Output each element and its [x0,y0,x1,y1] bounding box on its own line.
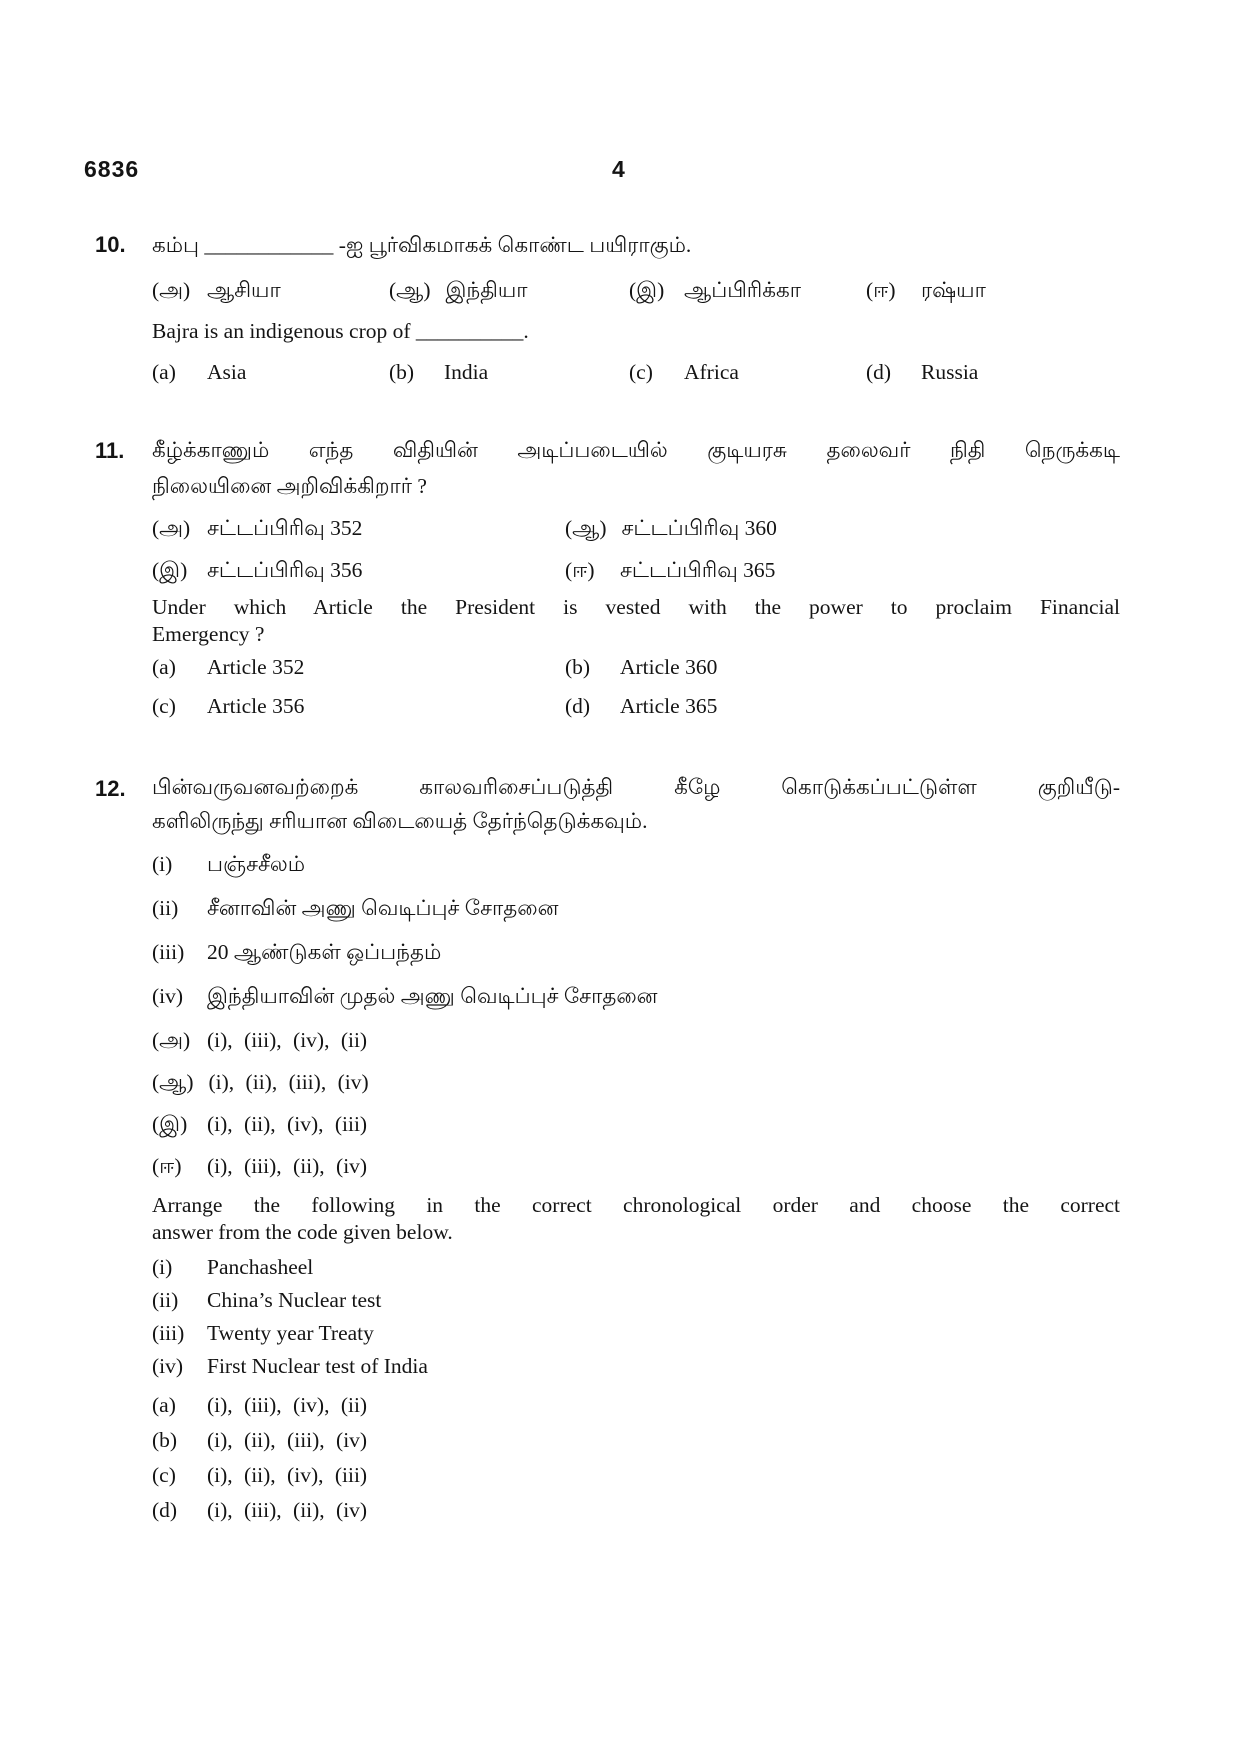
list-item-iv-text: First Nuclear test of India [207,1354,428,1378]
option-c-english [152,1462,1120,1489]
option-d-tamil-text: ரஷ்யா [921,278,986,302]
question-11-tamil-text-line1: கீழ்க்காணும் எந்த விதியின் அடிப்படையில் குடியரசு தலைவர் நிதி நெருக்கடி [152,438,1120,462]
question-10-english-text: Bajra is an indigenous crop of __________. [152,319,529,343]
option-b-english [565,654,1120,681]
option-b-english [389,359,629,386]
option-b-english-text: Article 360 [620,655,718,679]
option-c-tamil [629,272,866,308]
option-a-english-label: (a) [152,655,176,679]
option-d-tamil-label: (ஈ) [866,278,896,302]
list-item-iv-label: (iv) [152,984,184,1008]
question-10-tamil-options [152,272,1120,308]
option-d-tamil [152,1148,1120,1184]
list-item-iii-label: (iii) [152,1321,185,1345]
option-b-tamil-label: (ஆ) [565,516,607,540]
option-c-english-text: Africa [684,360,739,384]
list-item-iii-english [152,1320,1120,1347]
option-a-english [152,359,389,386]
option-d-tamil-text: (i), (iii), (ii), (iv) [207,1154,368,1178]
option-d-tamil [565,552,1120,588]
option-c-tamil [152,1106,1120,1142]
list-item-i-text: பஞ்சசீலம் [207,852,306,876]
option-b-english-text: India [444,360,489,384]
list-item-iii-text: Twenty year Treaty [207,1321,374,1345]
option-a-tamil-label: (அ) [152,278,191,302]
question-12-tamil-items [152,846,1120,1014]
option-b-tamil [152,1064,1120,1100]
option-b-tamil-text: (i), (ii), (iii), (iv) [208,1070,369,1094]
list-item-iv-text: இந்தியாவின் முதல் அணு வெடிப்புச் சோதனை [207,984,658,1008]
option-a-tamil-label: (அ) [152,516,191,540]
list-item-i-english [152,1254,1120,1281]
option-b-tamil [389,272,629,308]
option-d-english [565,693,1120,720]
question-11 [95,432,1120,720]
option-a-tamil [152,1022,1120,1058]
list-item-i-label: (i) [152,1255,173,1279]
option-d-tamil-text: சட்டப்பிரிவு 365 [620,558,776,582]
option-b-tamil-text: இந்தியா [445,278,528,302]
option-d-english-label: (d) [866,360,892,384]
option-d-english-text: Article 365 [620,694,718,718]
question-10-english-options [152,359,1120,386]
list-item-ii-english [152,1287,1120,1314]
option-d-english-label: (d) [565,694,591,718]
list-item-i-label: (i) [152,852,173,876]
page-number: 4 [612,156,625,182]
option-c-english-label: (c) [152,694,176,718]
question-10-tamil-text: கம்பு ____________ -ஐ பூர்விகமாகக் கொண்ட பயிராகும். [152,233,692,257]
option-a-tamil [152,510,565,546]
question-11-tamil-options [152,510,1120,588]
list-item-ii-text: China’s Nuclear test [207,1288,382,1312]
question-11-tamil-text-line2: நிலையினை அறிவிக்கிறார் ? [152,474,427,498]
question-12-english-text-line2: answer from the code given below. [152,1220,453,1244]
option-c-english-label: (c) [152,1463,176,1487]
list-item-i-tamil [152,846,1120,882]
option-a-english [152,654,565,681]
list-item-iv-english [152,1353,1120,1380]
option-c-english-label: (c) [629,360,653,384]
question-12-tamil-code-options [152,1022,1120,1184]
option-d-tamil-label: (ஈ) [565,558,595,582]
option-c-english-text: (i), (ii), (iv), (iii) [207,1463,368,1487]
option-a-english-label: (a) [152,360,176,384]
option-b-tamil-text: சட்டப்பிரிவு 360 [621,516,777,540]
list-item-iii-text: 20 ஆண்டுகள் ஒப்பந்தம் [207,940,442,964]
option-b-tamil-label: (ஆ) [389,278,431,302]
option-d-tamil [866,272,1120,308]
option-c-tamil [152,552,565,588]
list-item-iv-label: (iv) [152,1354,184,1378]
option-a-tamil [152,272,389,308]
question-12-tamil-text-line2: களிலிருந்து சரியான விடையைத் தேர்ந்தெடுக்கவும். [152,809,648,833]
question-12-number: 12. [95,776,126,801]
option-d-english [866,359,1120,386]
option-a-english-text: (i), (iii), (iv), (ii) [207,1393,368,1417]
question-12-english-text-line1: Arrange the following in the correct chronological order and choose the correct [152,1193,1120,1217]
question-11-english-text-line1: Under which Article the President is vested with the power to proclaim Financial [152,595,1120,619]
option-c-english-text: Article 356 [207,694,305,718]
question-12-english-code-options [152,1392,1120,1524]
option-c-tamil-label: (இ) [152,558,188,582]
option-d-english-text: Russia [921,360,979,384]
option-b-tamil-label: (ஆ) [152,1070,194,1094]
option-c-tamil-text: (i), (ii), (iv), (iii) [207,1112,368,1136]
list-item-ii-label: (ii) [152,896,179,920]
option-b-english-label: (b) [389,360,415,384]
option-d-tamil-label: (ஈ) [152,1154,182,1178]
question-12 [95,770,1120,1532]
list-item-iii-label: (iii) [152,940,185,964]
option-a-english-label: (a) [152,1393,176,1417]
list-item-ii-tamil [152,890,1120,926]
option-a-tamil-text: சட்டப்பிரிவு 352 [207,516,363,540]
list-item-i-text: Panchasheel [207,1255,314,1279]
question-11-english-text-line2: Emergency ? [152,622,265,646]
option-a-tamil-text: (i), (iii), (iv), (ii) [207,1028,368,1052]
option-b-tamil [565,510,1120,546]
option-d-english-label: (d) [152,1498,178,1522]
option-a-english [152,1392,1120,1419]
option-c-tamil-text: சட்டப்பிரிவு 356 [207,558,363,582]
option-b-english-label: (b) [152,1428,178,1452]
option-c-tamil-label: (இ) [152,1112,188,1136]
question-11-number: 11. [95,438,125,463]
option-c-tamil-label: (இ) [629,278,665,302]
list-item-iv-tamil [152,978,1120,1014]
list-item-ii-label: (ii) [152,1288,179,1312]
option-b-english-text: (i), (ii), (iii), (iv) [207,1428,368,1452]
question-12-tamil-text-line1: பின்வருவனவற்றைக் காலவரிசைப்படுத்தி கீழே கொடுக்கப்பட்டுள்ள குறியீடு- [152,775,1120,799]
option-d-english [152,1497,1120,1524]
list-item-ii-text: சீனாவின் அணு வெடிப்புச் சோதனை [207,896,559,920]
page-header [84,156,1120,184]
option-b-english [152,1427,1120,1454]
option-c-english [629,359,866,386]
option-a-english-text: Article 352 [207,655,305,679]
option-d-english-text: (i), (iii), (ii), (iv) [207,1498,368,1522]
option-a-english-text: Asia [207,360,247,384]
document-number: 6836 [84,156,140,182]
question-10 [95,226,1120,386]
question-10-number: 10. [95,232,126,257]
option-b-english-label: (b) [565,655,591,679]
question-11-english-options [152,654,1120,720]
list-item-iii-tamil [152,934,1120,970]
option-a-tamil-text: ஆசியா [207,278,281,302]
question-12-english-items [152,1254,1120,1380]
option-c-english [152,693,565,720]
option-a-tamil-label: (அ) [152,1028,191,1052]
option-c-tamil-text: ஆப்பிரிக்கா [684,278,802,302]
